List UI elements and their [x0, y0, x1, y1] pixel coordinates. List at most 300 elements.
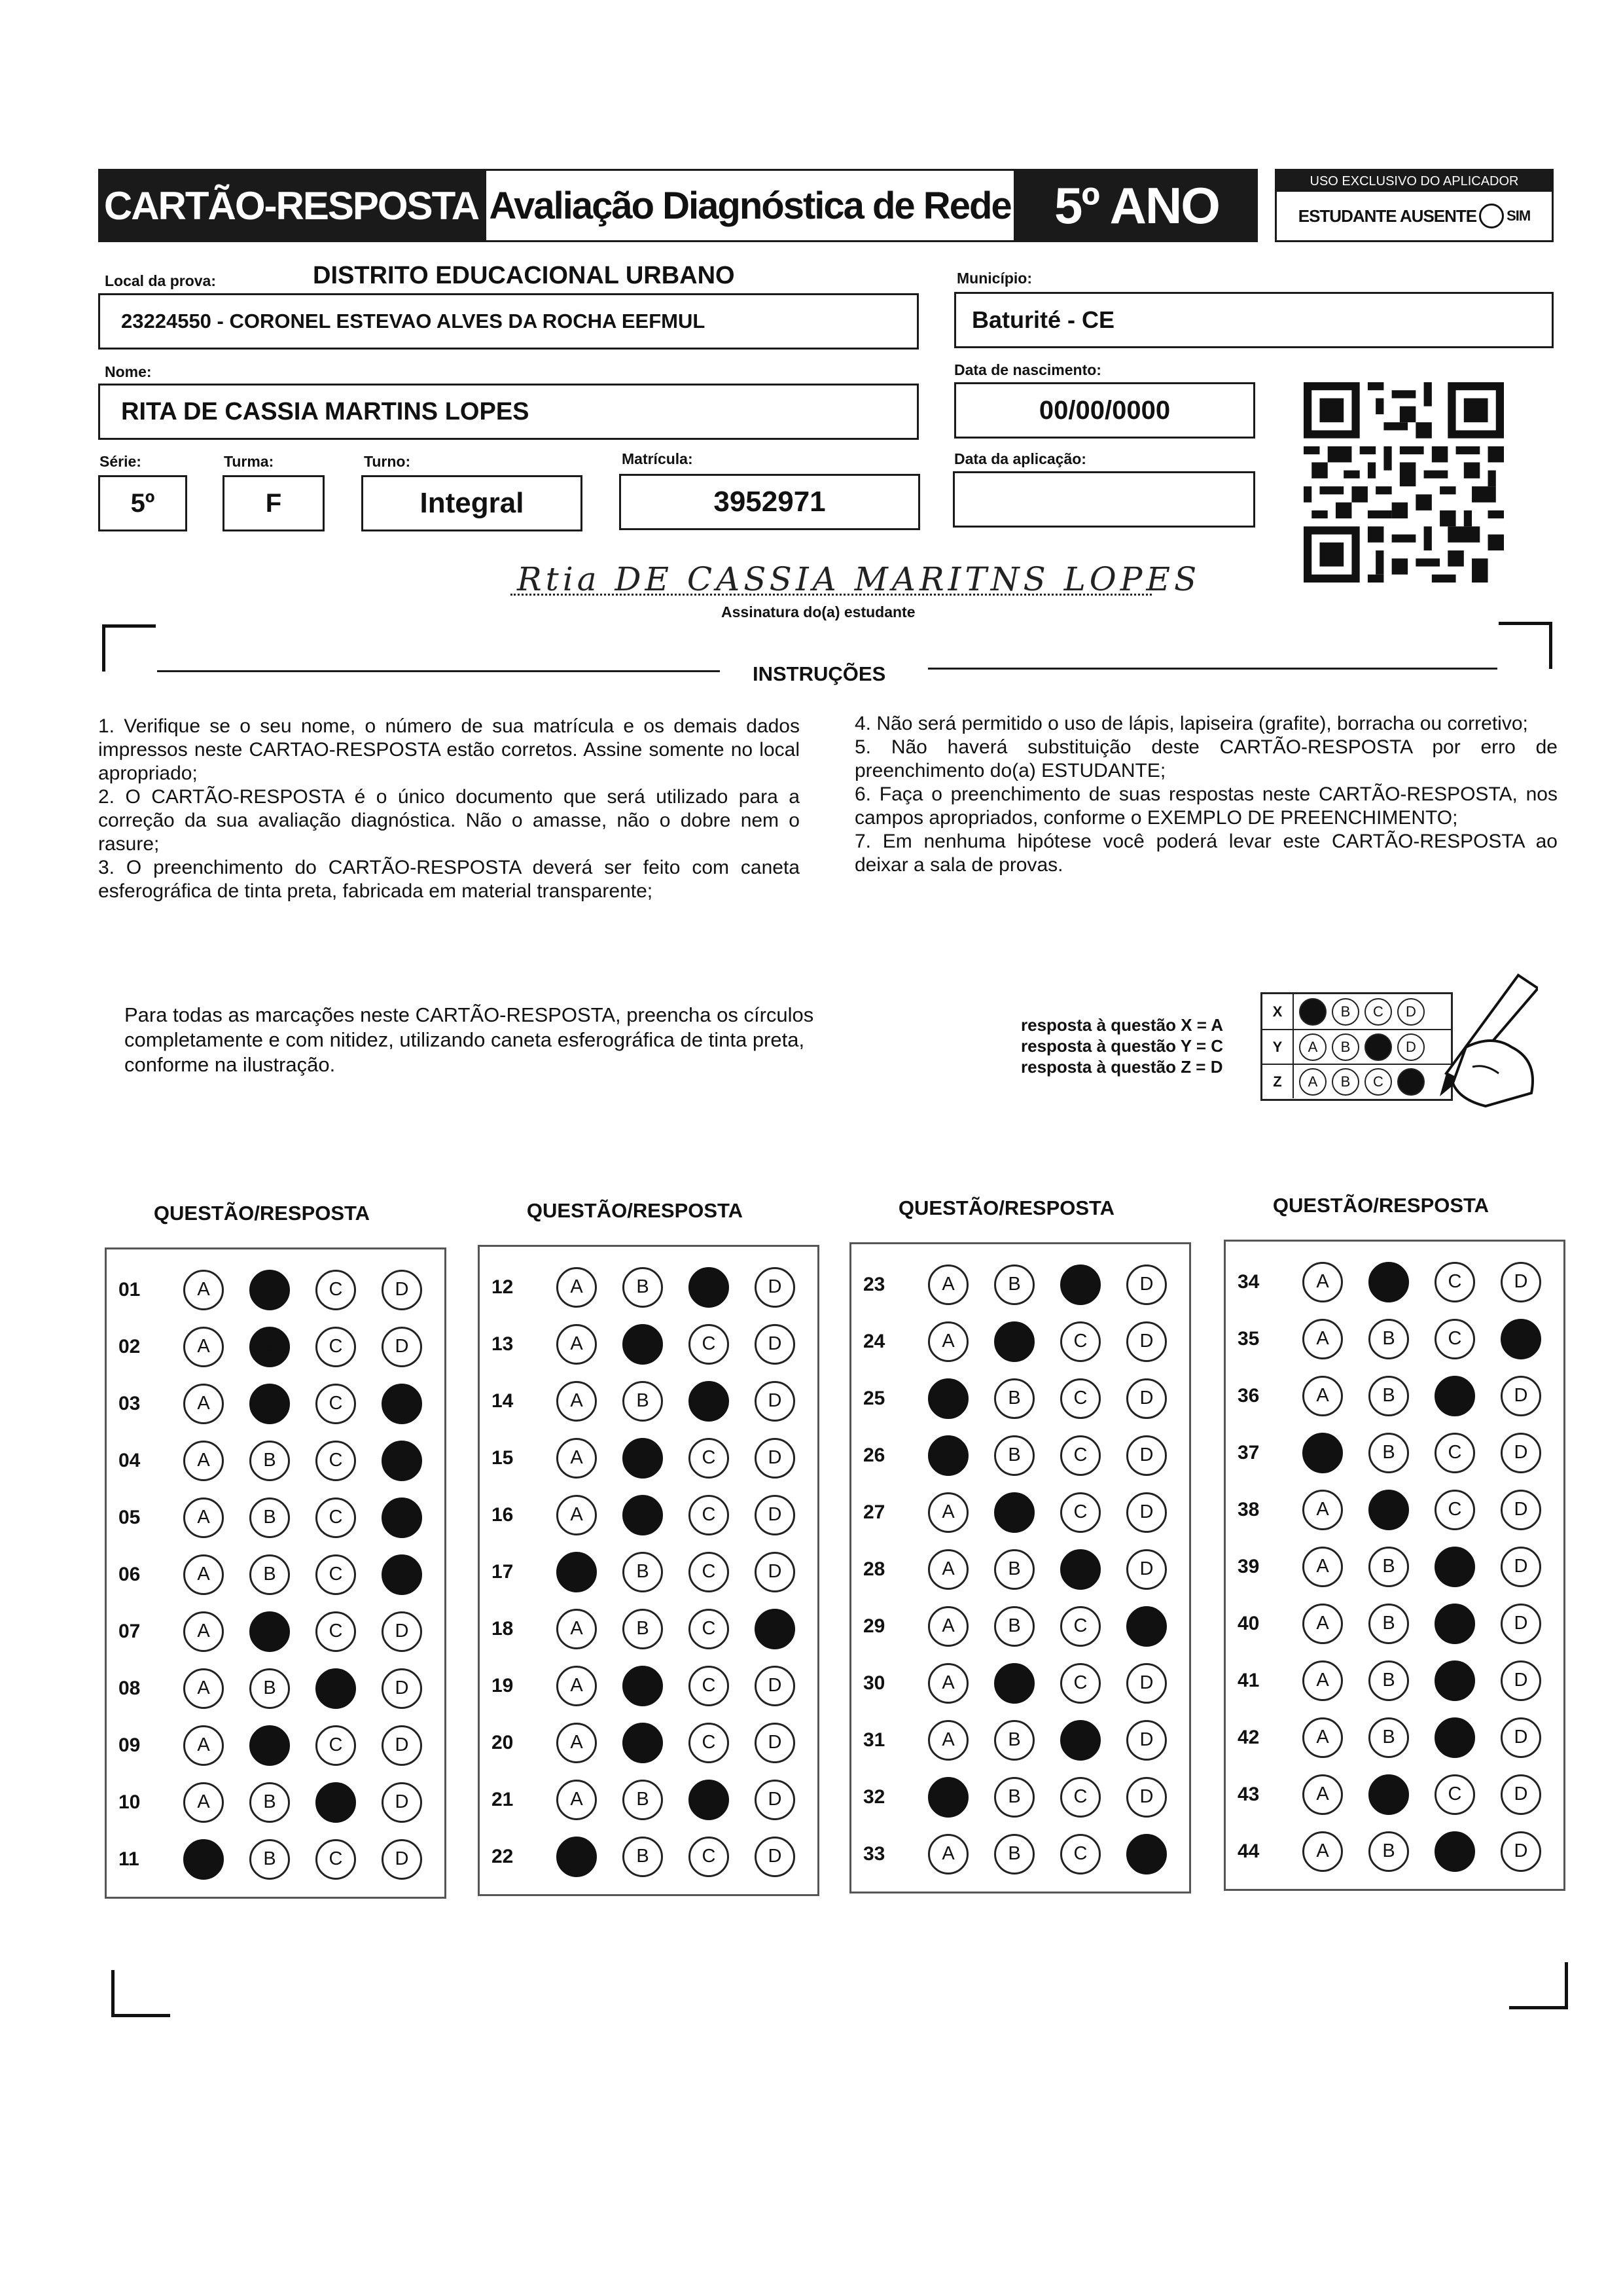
answer-bubble-a[interactable]: A	[556, 1438, 597, 1479]
question-row	[491, 1486, 812, 1543]
answer-bubble-c[interactable]: C	[1435, 1547, 1475, 1587]
answer-bubble-a[interactable]: A	[556, 1666, 597, 1706]
answer-bubble-b[interactable]: B	[994, 1492, 1035, 1533]
question-row	[491, 1259, 812, 1316]
question-number: 08	[118, 1677, 141, 1699]
answer-bubble-b[interactable]: B	[622, 1609, 663, 1649]
school-field	[98, 293, 919, 350]
answer-bubble-b[interactable]: B	[994, 1265, 1035, 1305]
answer-bubble-d[interactable]: D	[755, 1495, 795, 1535]
question-number: 36	[1238, 1384, 1260, 1407]
instruction-5: 5. Não haverá substituição deste CARTÃO-RESPOSTA por erro de preenchimento do(a) ESTUDANTE;	[855, 736, 1558, 781]
question-number: 22	[491, 1845, 514, 1867]
question-column-2	[478, 1245, 819, 1896]
qr-code	[1304, 382, 1504, 583]
answer-bubble-a[interactable]: A	[928, 1435, 969, 1476]
answer-bubble-b[interactable]: B	[249, 1554, 290, 1595]
serie-label: Série:	[99, 453, 141, 470]
turma-label: Turma:	[224, 453, 274, 470]
answer-bubble-a[interactable]: A	[928, 1834, 969, 1874]
question-number: 33	[863, 1842, 885, 1865]
question-number: 24	[863, 1330, 885, 1352]
answer-bubble-a[interactable]: A	[183, 1270, 224, 1310]
instructions-rule-right	[928, 668, 1497, 670]
answer-bubble-b[interactable]: B	[249, 1327, 290, 1367]
answer-bubble-d[interactable]: D	[755, 1267, 795, 1308]
instruction-4: 4. Não será permitido o uso de lápis, lapiseira (grafite), borracha ou corretivo;	[855, 713, 1528, 734]
matricula-value: 3952971	[713, 486, 826, 518]
answer-bubble-c[interactable]: C	[1435, 1319, 1475, 1359]
answer-bubble-b[interactable]: B	[622, 1267, 663, 1308]
answer-bubble-a[interactable]: A	[183, 1668, 224, 1709]
answer-bubble-b[interactable]: B	[249, 1498, 290, 1538]
answer-bubble-b[interactable]: B	[994, 1378, 1035, 1419]
aplicacao-label: Data da aplicação:	[954, 450, 1086, 467]
answer-bubble-a[interactable]: A	[1302, 1660, 1343, 1701]
answer-bubble-a[interactable]: A	[556, 1324, 597, 1365]
answer-bubble-c[interactable]: C	[1060, 1606, 1101, 1647]
answer-bubble-c[interactable]: C	[315, 1327, 356, 1367]
answer-bubble-c[interactable]: C	[1060, 1777, 1101, 1818]
answer-bubble-d[interactable]: D	[1126, 1834, 1167, 1874]
answer-bubble-b[interactable]: B	[622, 1837, 663, 1877]
answer-bubble-a[interactable]: A	[928, 1265, 969, 1305]
example-bubble-d: D	[1397, 998, 1425, 1026]
question-row	[1238, 1481, 1558, 1538]
serie-value: 5º	[130, 488, 155, 518]
question-row	[863, 1541, 1184, 1598]
answer-bubble-c[interactable]: C	[315, 1554, 356, 1595]
answer-bubble-b[interactable]: B	[1368, 1490, 1409, 1530]
question-row	[1238, 1823, 1558, 1880]
answer-bubble-a[interactable]: A	[556, 1723, 597, 1763]
answer-bubble-d[interactable]: D	[1501, 1660, 1541, 1701]
answer-bubble-a[interactable]: A	[183, 1327, 224, 1367]
answer-bubble-a[interactable]: A	[183, 1782, 224, 1823]
example-line-z: resposta à questão Z = D	[1021, 1057, 1223, 1077]
example-bubble-b: B	[1332, 998, 1359, 1026]
answer-bubble-a[interactable]: A	[183, 1725, 224, 1766]
answer-bubble-a[interactable]: A	[1302, 1433, 1343, 1473]
turno-value: Integral	[419, 487, 524, 519]
signature-label: Assinatura do(a) estudante	[721, 603, 916, 620]
answer-bubble-c[interactable]: C	[1435, 1604, 1475, 1644]
question-row	[491, 1316, 812, 1372]
answer-bubble-d[interactable]: D	[755, 1438, 795, 1479]
answer-bubble-c[interactable]: C	[1435, 1660, 1475, 1701]
answer-bubble-b[interactable]: B	[1368, 1262, 1409, 1302]
answer-bubble-a[interactable]: A	[1302, 1547, 1343, 1587]
answer-bubble-c[interactable]: C	[315, 1668, 356, 1709]
nascimento-label: Data de nascimento:	[954, 361, 1101, 378]
answer-bubble-b[interactable]: B	[1368, 1774, 1409, 1815]
answer-bubble-c[interactable]: C	[688, 1267, 729, 1308]
instruction-3: 3. O preenchimento do CARTÃO-RESPOSTA deverá ser feito com caneta esferográfica de tinta preta, fabricada em material transparente;	[98, 857, 800, 902]
answer-bubble-b[interactable]: B	[994, 1321, 1035, 1362]
answer-bubble-a[interactable]: A	[1302, 1490, 1343, 1530]
answer-bubble-d[interactable]: D	[382, 1782, 422, 1823]
question-number: 13	[491, 1333, 514, 1355]
turma-value: F	[265, 488, 282, 518]
answer-bubble-d[interactable]: D	[1126, 1777, 1167, 1818]
question-number: 23	[863, 1273, 885, 1295]
answer-bubble-a[interactable]: A	[183, 1384, 224, 1424]
answer-bubble-c[interactable]: C	[1060, 1435, 1101, 1476]
answer-bubble-c[interactable]: C	[1060, 1265, 1101, 1305]
answer-bubble-a[interactable]: A	[183, 1611, 224, 1652]
answer-bubble-c[interactable]: C	[1435, 1490, 1475, 1530]
answer-bubble-b[interactable]: B	[622, 1666, 663, 1706]
corner-mark-top-left	[102, 624, 156, 672]
answer-bubble-a[interactable]: A	[1302, 1262, 1343, 1302]
municipio-value: Baturité - CE	[972, 306, 1115, 333]
answer-bubble-c[interactable]: C	[315, 1839, 356, 1880]
answer-bubble-d[interactable]: D	[1126, 1378, 1167, 1419]
answer-bubble-a[interactable]: A	[928, 1378, 969, 1419]
question-number: 38	[1238, 1498, 1260, 1520]
answer-bubble-d[interactable]: D	[755, 1609, 795, 1649]
question-row	[491, 1429, 812, 1486]
answer-bubble-d[interactable]: D	[755, 1780, 795, 1820]
answer-bubble-d[interactable]: D	[1501, 1433, 1541, 1473]
turno-label: Turno:	[364, 453, 411, 470]
answer-bubble-b[interactable]: B	[249, 1839, 290, 1880]
example-row-label: X	[1262, 994, 1294, 1029]
absent-heading: USO EXCLUSIVO DO APLICADOR	[1277, 171, 1552, 192]
answer-bubble-c[interactable]: C	[1435, 1376, 1475, 1416]
answer-bubble-c[interactable]: C	[1060, 1834, 1101, 1874]
answer-bubble-a[interactable]: A	[928, 1321, 969, 1362]
question-row	[863, 1427, 1184, 1484]
matricula-field	[619, 474, 920, 530]
question-row	[118, 1660, 439, 1717]
answer-bubble-a[interactable]: A	[1302, 1717, 1343, 1758]
instructions-right	[855, 712, 1558, 877]
answer-bubble-d[interactable]: D	[755, 1837, 795, 1877]
answer-bubble-a[interactable]: A	[1302, 1604, 1343, 1644]
answer-bubble-c[interactable]: C	[1435, 1717, 1475, 1758]
answer-bubble-c[interactable]: C	[688, 1381, 729, 1422]
answer-bubble-b[interactable]: B	[249, 1782, 290, 1823]
question-column-4	[1224, 1240, 1565, 1891]
question-number: 32	[863, 1785, 885, 1808]
answer-bubble-a[interactable]: A	[556, 1495, 597, 1535]
answer-bubble-b[interactable]: B	[249, 1611, 290, 1652]
answer-bubble-d[interactable]: D	[755, 1552, 795, 1592]
answer-bubble-a[interactable]: A	[928, 1606, 969, 1647]
question-column-heading: QUESTÃO/RESPOSTA	[526, 1199, 743, 1222]
answer-bubble-c[interactable]: C	[688, 1495, 729, 1535]
example-bubble-c: C	[1364, 998, 1392, 1026]
answer-bubble-c[interactable]: C	[315, 1441, 356, 1481]
answer-bubble-a[interactable]: A	[183, 1498, 224, 1538]
question-row	[118, 1261, 439, 1318]
answer-bubble-c[interactable]: C	[1435, 1262, 1475, 1302]
question-row	[1238, 1253, 1558, 1310]
question-number: 12	[491, 1276, 514, 1298]
answer-bubble-b[interactable]: B	[622, 1495, 663, 1535]
answer-bubble-d[interactable]: D	[755, 1381, 795, 1422]
answer-bubble-d[interactable]: D	[1126, 1265, 1167, 1305]
school-value: 23224550 - CORONEL ESTEVAO ALVES DA ROCHA EEFMUL	[121, 310, 705, 332]
answer-bubble-c[interactable]: C	[688, 1780, 729, 1820]
answer-bubble-a[interactable]: A	[928, 1777, 969, 1818]
question-column-heading: QUESTÃO/RESPOSTA	[1272, 1194, 1489, 1217]
answer-bubble-a[interactable]: A	[1302, 1376, 1343, 1416]
absent-option: SIM	[1507, 207, 1531, 224]
example-bubble-c: C	[1364, 1068, 1392, 1096]
answer-bubble-b[interactable]: B	[994, 1720, 1035, 1761]
nome-value: RITA DE CASSIA MARTINS LOPES	[121, 397, 529, 425]
answer-bubble-c[interactable]: C	[688, 1666, 729, 1706]
answer-bubble-d[interactable]: D	[1501, 1490, 1541, 1530]
answer-bubble-c[interactable]: C	[315, 1782, 356, 1823]
absent-checkbox[interactable]	[1479, 204, 1504, 228]
answer-bubble-b[interactable]: B	[622, 1438, 663, 1479]
answer-bubble-b[interactable]: B	[1368, 1376, 1409, 1416]
answer-bubble-b[interactable]: B	[1368, 1547, 1409, 1587]
answer-bubble-c[interactable]: C	[1435, 1774, 1475, 1815]
question-number: 14	[491, 1390, 514, 1412]
nome-label: Nome:	[105, 363, 152, 380]
instructions-rule-left	[157, 670, 720, 672]
municipio-field	[954, 292, 1554, 348]
answer-bubble-b[interactable]: B	[622, 1780, 663, 1820]
question-number: 19	[491, 1674, 514, 1696]
answer-bubble-c[interactable]: C	[1060, 1663, 1101, 1704]
question-row	[118, 1717, 439, 1774]
question-row	[863, 1825, 1184, 1882]
answer-bubble-a[interactable]: A	[556, 1381, 597, 1422]
answer-bubble-c[interactable]: C	[688, 1438, 729, 1479]
exam-title: Avaliação Diagnóstica de Rede	[484, 169, 1016, 242]
answer-bubble-d[interactable]: D	[382, 1384, 422, 1424]
example-line-x: resposta à questão X = A	[1021, 1015, 1223, 1035]
answer-bubble-b[interactable]: B	[994, 1834, 1035, 1874]
answer-bubble-a[interactable]: A	[1302, 1319, 1343, 1359]
answer-bubble-d[interactable]: D	[382, 1498, 422, 1538]
question-number: 41	[1238, 1669, 1260, 1691]
question-number: 39	[1238, 1555, 1260, 1577]
answer-bubble-d[interactable]: D	[382, 1611, 422, 1652]
answer-bubble-c[interactable]: C	[688, 1723, 729, 1763]
example-row-label: Z	[1262, 1065, 1294, 1098]
answer-bubble-b[interactable]: B	[249, 1270, 290, 1310]
answer-bubble-a[interactable]: A	[928, 1663, 969, 1704]
serie-field	[98, 475, 187, 531]
answer-bubble-c[interactable]: C	[1060, 1720, 1101, 1761]
answer-bubble-c[interactable]: C	[1060, 1321, 1101, 1362]
answer-bubble-b[interactable]: B	[994, 1777, 1035, 1818]
question-row	[1238, 1595, 1558, 1652]
question-row	[491, 1657, 812, 1714]
question-number: 21	[491, 1788, 514, 1810]
question-number: 11	[118, 1848, 139, 1870]
example-bubble-a: A	[1299, 1068, 1327, 1096]
answer-bubble-d[interactable]: D	[382, 1441, 422, 1481]
question-row	[118, 1432, 439, 1489]
question-number: 20	[491, 1731, 514, 1753]
answer-bubble-d[interactable]: D	[382, 1270, 422, 1310]
answer-bubble-b[interactable]: B	[622, 1552, 663, 1592]
answer-bubble-b[interactable]: B	[1368, 1660, 1409, 1701]
answer-bubble-c[interactable]: C	[688, 1552, 729, 1592]
answer-bubble-b[interactable]: B	[994, 1549, 1035, 1590]
question-number: 09	[118, 1734, 141, 1756]
answer-bubble-d[interactable]: D	[1501, 1547, 1541, 1587]
answer-bubble-d[interactable]: D	[382, 1725, 422, 1766]
question-row	[491, 1543, 812, 1600]
answer-bubble-a[interactable]: A	[183, 1441, 224, 1481]
question-row	[863, 1768, 1184, 1825]
answer-bubble-a[interactable]: A	[556, 1780, 597, 1820]
answer-bubble-b[interactable]: B	[622, 1381, 663, 1422]
example-line-y: resposta à questão Y = C	[1021, 1036, 1224, 1056]
answer-bubble-b[interactable]: B	[994, 1435, 1035, 1476]
answer-bubble-b[interactable]: B	[1368, 1717, 1409, 1758]
question-column-heading: QUESTÃO/RESPOSTA	[898, 1196, 1115, 1219]
fill-note: Para todas as marcações neste CARTÃO-RESPOSTA, preencha os círculos completamente e com nitidez, utilizando caneta esferográfica de tinta preta, conforme na ilustração.	[124, 1003, 814, 1076]
answer-bubble-b[interactable]: B	[622, 1723, 663, 1763]
answer-bubble-d[interactable]: D	[755, 1723, 795, 1763]
question-number: 01	[118, 1278, 141, 1300]
answer-bubble-c[interactable]: C	[688, 1609, 729, 1649]
aplicacao-field[interactable]	[953, 471, 1255, 528]
question-row	[1238, 1367, 1558, 1424]
answer-bubble-d[interactable]: D	[755, 1666, 795, 1706]
answer-bubble-b[interactable]: B	[994, 1663, 1035, 1704]
example-bubble-d: D	[1397, 1033, 1425, 1061]
absent-row	[1277, 192, 1552, 240]
question-row	[118, 1774, 439, 1831]
answer-bubble-a[interactable]: A	[183, 1839, 224, 1880]
answer-bubble-b[interactable]: B	[1368, 1319, 1409, 1359]
answer-bubble-b[interactable]: B	[1368, 1604, 1409, 1644]
answer-bubble-b[interactable]: B	[1368, 1831, 1409, 1872]
answer-bubble-a[interactable]: A	[928, 1549, 969, 1590]
answer-bubble-c[interactable]: C	[315, 1725, 356, 1766]
nome-field	[98, 384, 919, 440]
answer-bubble-d[interactable]: D	[1501, 1376, 1541, 1416]
question-number: 06	[118, 1563, 141, 1585]
answer-bubble-b[interactable]: B	[249, 1384, 290, 1424]
question-number: 05	[118, 1506, 141, 1528]
municipio-label: Município:	[957, 270, 1032, 287]
answer-bubble-a[interactable]: A	[556, 1609, 597, 1649]
turno-field	[361, 475, 582, 531]
question-number: 07	[118, 1620, 141, 1642]
question-number: 37	[1238, 1441, 1260, 1463]
question-number: 30	[863, 1672, 885, 1694]
answer-bubble-c[interactable]: C	[1060, 1549, 1101, 1590]
answer-bubble-d[interactable]: D	[382, 1554, 422, 1595]
answer-bubble-c[interactable]: C	[688, 1837, 729, 1877]
answer-bubble-a[interactable]: A	[1302, 1774, 1343, 1815]
answer-bubble-d[interactable]: D	[1126, 1435, 1167, 1476]
answer-bubble-a[interactable]: A	[556, 1267, 597, 1308]
instruction-6: 6. Faça o preenchimento de suas respostas neste CARTÃO-RESPOSTA, nos campos apropriados, conforme o EXEMPLO DE PREENCHIMENTO;	[855, 783, 1558, 829]
answer-bubble-b[interactable]: B	[1368, 1433, 1409, 1473]
answer-bubble-c[interactable]: C	[315, 1270, 356, 1310]
answer-bubble-a[interactable]: A	[1302, 1831, 1343, 1872]
corner-mark-bottom-right	[1509, 1962, 1568, 2009]
question-number: 17	[491, 1560, 514, 1583]
answer-bubble-d[interactable]: D	[1501, 1831, 1541, 1872]
example-bubble-a: A	[1299, 998, 1327, 1026]
answer-bubble-d[interactable]: D	[1126, 1321, 1167, 1362]
answer-bubble-d[interactable]: D	[1501, 1604, 1541, 1644]
question-row	[118, 1489, 439, 1546]
answer-bubble-b[interactable]: B	[249, 1668, 290, 1709]
answer-bubble-c[interactable]: C	[1060, 1492, 1101, 1533]
answer-bubble-b[interactable]: B	[622, 1324, 663, 1365]
answer-bubble-a[interactable]: A	[556, 1837, 597, 1877]
example-row-label: Y	[1262, 1030, 1294, 1064]
example-legend	[1021, 1014, 1223, 1077]
answer-bubble-d[interactable]: D	[1501, 1774, 1541, 1815]
answer-bubble-d[interactable]: D	[1501, 1262, 1541, 1302]
answer-bubble-d[interactable]: D	[1126, 1720, 1167, 1761]
answer-bubble-d[interactable]: D	[382, 1668, 422, 1709]
question-row	[118, 1318, 439, 1375]
answer-bubble-a[interactable]: A	[928, 1720, 969, 1761]
answer-bubble-c[interactable]: C	[315, 1498, 356, 1538]
answer-bubble-d[interactable]: D	[755, 1324, 795, 1365]
answer-bubble-d[interactable]: D	[1126, 1606, 1167, 1647]
question-number: 10	[118, 1791, 141, 1813]
example-bubble-b: B	[1332, 1033, 1359, 1061]
question-row	[1238, 1538, 1558, 1595]
question-row	[863, 1484, 1184, 1541]
answer-bubble-a[interactable]: A	[928, 1492, 969, 1533]
answer-bubble-c[interactable]: C	[315, 1611, 356, 1652]
example-bubble-b: B	[1332, 1068, 1359, 1096]
answer-bubble-c[interactable]: C	[688, 1324, 729, 1365]
answer-bubble-c[interactable]: C	[1060, 1378, 1101, 1419]
answer-bubble-c[interactable]: C	[315, 1384, 356, 1424]
answer-bubble-d[interactable]: D	[1501, 1717, 1541, 1758]
example-bubble-c: C	[1364, 1033, 1392, 1061]
answer-bubble-b[interactable]: B	[249, 1725, 290, 1766]
answer-bubble-d[interactable]: D	[1126, 1663, 1167, 1704]
instruction-2: 2. O CARTÃO-RESPOSTA é o único documento que será utilizado para a correção da sua avaliação diagnóstica. Não o amasse, não o dobre nem o rasure;	[98, 786, 800, 855]
answer-bubble-a[interactable]: A	[556, 1552, 597, 1592]
signature: Rtia DE CASSIA MARITNS LOPES	[517, 560, 1201, 598]
answer-bubble-a[interactable]: A	[183, 1554, 224, 1595]
question-number: 34	[1238, 1270, 1260, 1293]
grade-label: 5º ANO	[1016, 169, 1258, 242]
question-number: 40	[1238, 1612, 1260, 1634]
answer-bubble-d[interactable]: D	[1126, 1492, 1167, 1533]
example-bubble-d: D	[1397, 1068, 1425, 1096]
answer-bubble-d[interactable]: D	[1126, 1549, 1167, 1590]
answer-bubble-d[interactable]: D	[382, 1327, 422, 1367]
question-row	[1238, 1709, 1558, 1766]
question-column-3	[849, 1242, 1191, 1893]
answer-bubble-c[interactable]: C	[1435, 1831, 1475, 1872]
answer-bubble-d[interactable]: D	[382, 1839, 422, 1880]
instruction-1: 1. Verifique se o seu nome, o número de sua matrícula e os demais dados impressos neste CARTAO-RESPOSTA estão corretos. Assine somente no local apropriado;	[98, 715, 800, 784]
corner-mark-bottom-left	[111, 1970, 170, 2017]
answer-bubble-d[interactable]: D	[1501, 1319, 1541, 1359]
corner-mark-top-right	[1499, 622, 1552, 669]
answer-bubble-b[interactable]: B	[994, 1606, 1035, 1647]
answer-bubble-b[interactable]: B	[249, 1441, 290, 1481]
answer-bubble-c[interactable]: C	[1435, 1433, 1475, 1473]
local-label: Local da prova:	[105, 272, 216, 289]
question-number: 42	[1238, 1726, 1260, 1748]
question-number: 25	[863, 1387, 885, 1409]
